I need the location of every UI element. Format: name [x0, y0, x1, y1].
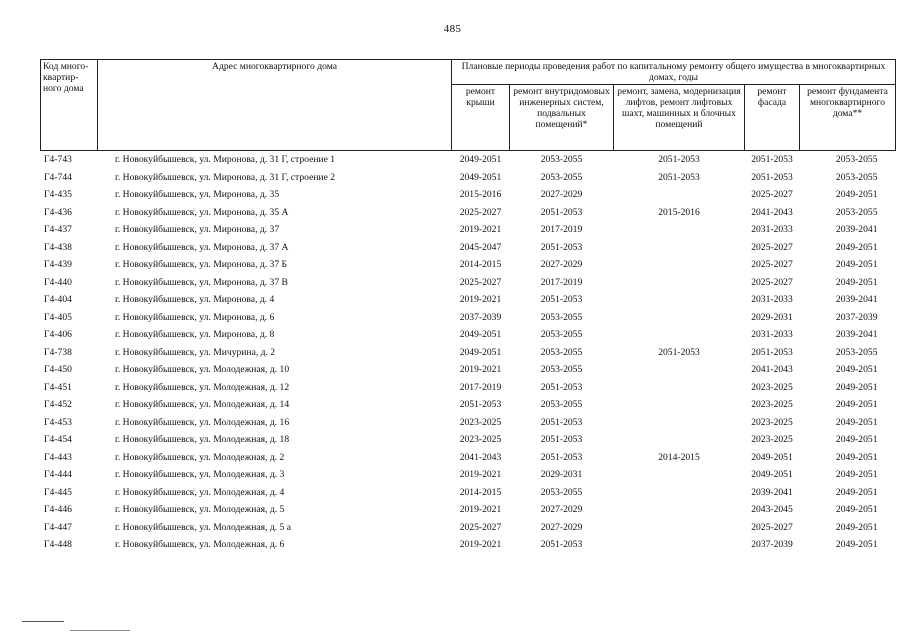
cell-address: г. Новокуйбышевск, ул. Миронова, д. 37 — [115, 224, 280, 236]
table-row — [41, 536, 896, 554]
cell-systems: 2051-2053 — [540, 434, 583, 446]
cell-address: г. Новокуйбышевск, ул. Молодежная, д. 3 — [115, 469, 285, 481]
cell-foundation: 2049-2051 — [835, 539, 878, 551]
cell-roof: 2049-2051 — [459, 329, 502, 341]
header-foundation: ремонт фундамента многоквартирного дома** — [800, 85, 896, 151]
cell-facade: 2031-2033 — [751, 294, 793, 306]
cell-address: г. Новокуйбышевск, ул. Миронова, д. 6 — [115, 311, 275, 323]
table-header — [41, 60, 896, 151]
cell-roof: 2017-2019 — [459, 381, 502, 393]
table-row — [41, 239, 896, 257]
cell-systems: 2051-2053 — [540, 539, 583, 551]
table-row — [41, 291, 896, 309]
cell-facade: 2025-2027 — [751, 521, 793, 533]
cell-code: Г4-453 — [44, 416, 72, 428]
cell-foundation: 2053-2055 — [835, 171, 878, 183]
cell-systems: 2051-2053 — [540, 451, 583, 463]
cell-foundation: 2049-2051 — [835, 399, 878, 411]
cell-foundation: 2049-2051 — [835, 189, 878, 201]
cell-roof: 2019-2021 — [459, 469, 502, 481]
table-row — [41, 466, 896, 484]
cell-facade: 2051-2053 — [751, 154, 793, 166]
table-row — [41, 396, 896, 414]
cell-foundation: 2049-2051 — [835, 434, 878, 446]
cell-roof: 2019-2021 — [459, 294, 502, 306]
cell-address: г. Новокуйбышевск, ул. Миронова, д. 35 А — [115, 206, 289, 218]
cell-roof: 2019-2021 — [459, 504, 502, 516]
header-periods: Плановые периоды проведения работ по капитальному ремонту общего имущества в многоквартирных домах, годы — [452, 60, 896, 85]
table-row — [41, 169, 896, 187]
table-row — [41, 449, 896, 467]
cell-elevators — [614, 239, 745, 257]
table-row — [41, 151, 896, 169]
cell-code: Г4-454 — [44, 434, 72, 446]
cell-foundation: 2053-2055 — [835, 154, 878, 166]
cell-code: Г4-439 — [44, 259, 72, 271]
cell-address: г. Новокуйбышевск, ул. Миронова, д. 8 — [115, 329, 275, 341]
cell-facade: 2023-2025 — [751, 434, 793, 446]
cell-roof: 2049-2051 — [459, 171, 502, 183]
cell-roof: 2023-2025 — [459, 434, 502, 446]
cell-facade: 2023-2025 — [751, 399, 793, 411]
cell-address: г. Новокуйбышевск, ул. Молодежная, д. 18 — [115, 434, 290, 446]
cell-code: Г4-448 — [44, 539, 72, 551]
cell-code: Г4-404 — [44, 294, 72, 306]
cell-facade: 2023-2025 — [751, 381, 793, 393]
cell-address: г. Новокуйбышевск, ул. Молодежная, д. 2 — [115, 451, 285, 463]
table-row — [41, 204, 896, 222]
cell-roof: 2025-2027 — [459, 206, 502, 218]
scan-mark — [22, 621, 64, 622]
cell-address: г. Новокуйбышевск, ул. Молодежная, д. 5 а — [115, 521, 291, 533]
cell-systems: 2051-2053 — [540, 381, 583, 393]
cell-facade: 2049-2051 — [751, 451, 793, 463]
cell-roof: 2045-2047 — [459, 241, 502, 253]
cell-systems: 2029-2031 — [540, 469, 583, 481]
cell-systems: 2017-2019 — [540, 224, 583, 236]
cell-foundation: 2049-2051 — [835, 364, 878, 376]
cell-elevators — [614, 519, 745, 537]
cell-roof: 2037-2039 — [459, 311, 502, 323]
cell-roof: 2014-2015 — [459, 486, 502, 498]
cell-elevators — [614, 326, 745, 344]
cell-systems: 2027-2029 — [540, 521, 583, 533]
cell-foundation: 2049-2051 — [835, 276, 878, 288]
cell-elevators — [614, 466, 745, 484]
cell-address: г. Новокуйбышевск, ул. Миронова, д. 31 Г, строение 2 — [115, 171, 336, 183]
page-number: 485 — [443, 23, 462, 35]
cell-elevators — [614, 291, 745, 309]
cell-facade: 2023-2025 — [751, 416, 793, 428]
cell-address: г. Новокуйбышевск, ул. Молодежная, д. 4 — [115, 486, 285, 498]
header-systems: ремонт внутридомовых инженерных систем, подвальных помещений* — [510, 85, 614, 151]
cell-elevators — [614, 361, 745, 379]
cell-code: Г4-437 — [44, 224, 72, 236]
cell-address: г. Новокуйбышевск, ул. Миронова, д. 37 А — [115, 241, 289, 253]
cell-code: Г4-447 — [44, 521, 72, 533]
cell-systems: 2053-2055 — [540, 364, 583, 376]
cell-elevators: 2051-2053 — [658, 346, 700, 358]
cell-address: г. Новокуйбышевск, ул. Молодежная, д. 12 — [115, 381, 290, 393]
table-row — [41, 501, 896, 519]
cell-elevators: 2014-2015 — [658, 451, 700, 463]
cell-foundation: 2049-2051 — [835, 486, 878, 498]
cell-elevators — [614, 186, 745, 204]
cell-facade: 2025-2027 — [751, 276, 793, 288]
cell-foundation: 2053-2055 — [835, 206, 878, 218]
cell-elevators — [614, 501, 745, 519]
cell-elevators — [614, 309, 745, 327]
cell-address: г. Новокуйбышевск, ул. Молодежная, д. 10 — [115, 364, 290, 376]
cell-facade: 2029-2031 — [751, 311, 793, 323]
cell-foundation: 2049-2051 — [835, 241, 878, 253]
cell-roof: 2015-2016 — [459, 189, 502, 201]
table-body — [41, 151, 896, 554]
cell-code: Г4-406 — [44, 329, 72, 341]
scan-mark — [70, 630, 130, 631]
cell-facade: 2025-2027 — [751, 259, 793, 271]
header-address: Адрес многоквартирного дома — [98, 60, 452, 151]
cell-code: Г4-450 — [44, 364, 72, 376]
cell-foundation: 2039-2041 — [835, 294, 878, 306]
cell-facade: 2039-2041 — [751, 486, 793, 498]
cell-code: Г4-445 — [44, 486, 72, 498]
cell-code: Г4-443 — [44, 451, 72, 463]
cell-roof: 2049-2051 — [459, 346, 502, 358]
cell-code: Г4-744 — [44, 171, 72, 183]
cell-facade: 2041-2043 — [751, 206, 793, 218]
table-row — [41, 519, 896, 537]
table-row — [41, 414, 896, 432]
cell-code: Г4-405 — [44, 311, 72, 323]
cell-systems: 2051-2053 — [540, 294, 583, 306]
cell-systems: 2027-2029 — [540, 504, 583, 516]
cell-facade: 2031-2033 — [751, 329, 793, 341]
cell-roof: 2041-2043 — [459, 451, 502, 463]
cell-code: Г4-451 — [44, 381, 72, 393]
cell-facade: 2037-2039 — [751, 539, 793, 551]
table-row — [41, 326, 896, 344]
cell-foundation: 2049-2051 — [835, 469, 878, 481]
cell-foundation: 2039-2041 — [835, 329, 878, 341]
cell-systems: 2017-2019 — [540, 276, 583, 288]
cell-address: г. Новокуйбышевск, ул. Молодежная, д. 14 — [115, 399, 290, 411]
cell-systems: 2053-2055 — [540, 311, 583, 323]
header-roof: ремонт крыши — [452, 85, 510, 151]
table-row — [41, 344, 896, 362]
header-code: Код много-квартир-ного дома — [41, 60, 98, 151]
cell-facade: 2051-2053 — [751, 346, 793, 358]
table-row — [41, 484, 896, 502]
cell-code: Г4-743 — [44, 154, 72, 166]
cell-roof: 2023-2025 — [459, 416, 502, 428]
cell-foundation: 2037-2039 — [835, 311, 878, 323]
cell-elevators — [614, 414, 745, 432]
cell-roof: 2019-2021 — [459, 224, 502, 236]
cell-address: г. Новокуйбышевск, ул. Миронова, д. 35 — [115, 189, 280, 201]
cell-systems: 2027-2029 — [540, 259, 583, 271]
table-row — [41, 274, 896, 292]
table-row — [41, 379, 896, 397]
cell-roof: 2025-2027 — [459, 276, 502, 288]
cell-elevators — [614, 221, 745, 239]
table-row — [41, 221, 896, 239]
cell-systems: 2053-2055 — [540, 346, 583, 358]
cell-systems: 2051-2053 — [540, 206, 583, 218]
cell-code: Г4-444 — [44, 469, 72, 481]
cell-elevators: 2015-2016 — [658, 206, 700, 218]
table-row — [41, 186, 896, 204]
cell-elevators — [614, 256, 745, 274]
cell-facade: 2025-2027 — [751, 241, 793, 253]
table-row — [41, 309, 896, 327]
cell-systems: 2053-2055 — [540, 486, 583, 498]
cell-elevators — [614, 431, 745, 449]
cell-systems: 2053-2055 — [540, 329, 583, 341]
cell-systems: 2027-2029 — [540, 189, 583, 201]
cell-systems: 2051-2053 — [540, 241, 583, 253]
cell-roof: 2051-2053 — [459, 399, 502, 411]
cell-elevators: 2051-2053 — [658, 154, 700, 166]
cell-roof: 2025-2027 — [459, 521, 502, 533]
cell-facade: 2041-2043 — [751, 364, 793, 376]
cell-foundation: 2049-2051 — [835, 416, 878, 428]
cell-foundation: 2053-2055 — [835, 346, 878, 358]
cell-address: г. Новокуйбышевск, ул. Молодежная, д. 5 — [115, 504, 285, 516]
cell-address: г. Новокуйбышевск, ул. Миронова, д. 37 В — [115, 276, 288, 288]
cell-roof: 2014-2015 — [459, 259, 502, 271]
cell-code: Г4-438 — [44, 241, 72, 253]
cell-facade: 2051-2053 — [751, 171, 793, 183]
cell-code: Г4-435 — [44, 189, 72, 201]
cell-roof: 2019-2021 — [459, 364, 502, 376]
cell-address: г. Новокуйбышевск, ул. Молодежная, д. 16 — [115, 416, 290, 428]
cell-roof: 2049-2051 — [459, 154, 502, 166]
header-facade: ремонт фасада — [745, 85, 800, 151]
capital-repair-table — [40, 59, 896, 554]
cell-systems: 2051-2053 — [540, 416, 583, 428]
cell-address: г. Новокуйбышевск, ул. Мичурина, д. 2 — [115, 346, 276, 358]
cell-elevators — [614, 536, 745, 554]
cell-code: Г4-446 — [44, 504, 72, 516]
cell-elevators — [614, 274, 745, 292]
table-row — [41, 361, 896, 379]
cell-address: г. Новокуйбышевск, ул. Миронова, д. 4 — [115, 294, 275, 306]
cell-foundation: 2049-2051 — [835, 259, 878, 271]
table-row — [41, 431, 896, 449]
cell-elevators — [614, 396, 745, 414]
cell-foundation: 2049-2051 — [835, 521, 878, 533]
cell-systems: 2053-2055 — [540, 154, 583, 166]
cell-foundation: 2049-2051 — [835, 381, 878, 393]
cell-foundation: 2049-2051 — [835, 504, 878, 516]
header-elevators: ремонт, замена, модернизация лифтов, ремонт лифтовых шахт, машинных и блочных помещений — [614, 85, 745, 151]
cell-elevators: 2051-2053 — [658, 171, 700, 183]
cell-facade: 2043-2045 — [751, 504, 793, 516]
cell-facade: 2031-2033 — [751, 224, 793, 236]
cell-code: Г4-436 — [44, 206, 72, 218]
cell-foundation: 2049-2051 — [835, 451, 878, 463]
table-row — [41, 256, 896, 274]
cell-facade: 2025-2027 — [751, 189, 793, 201]
cell-elevators — [614, 379, 745, 397]
cell-elevators — [614, 484, 745, 502]
cell-address: г. Новокуйбышевск, ул. Молодежная, д. 6 — [115, 539, 285, 551]
cell-code: Г4-440 — [44, 276, 72, 288]
cell-roof: 2019-2021 — [459, 539, 502, 551]
cell-systems: 2053-2055 — [540, 171, 583, 183]
cell-code: Г4-452 — [44, 399, 72, 411]
cell-address: г. Новокуйбышевск, ул. Миронова, д. 37 Б — [115, 259, 288, 271]
cell-facade: 2049-2051 — [751, 469, 793, 481]
cell-foundation: 2039-2041 — [835, 224, 878, 236]
cell-address: г. Новокуйбышевск, ул. Миронова, д. 31 Г, строение 1 — [115, 154, 336, 166]
cell-code: Г4-738 — [44, 346, 72, 358]
cell-systems: 2053-2055 — [540, 399, 583, 411]
